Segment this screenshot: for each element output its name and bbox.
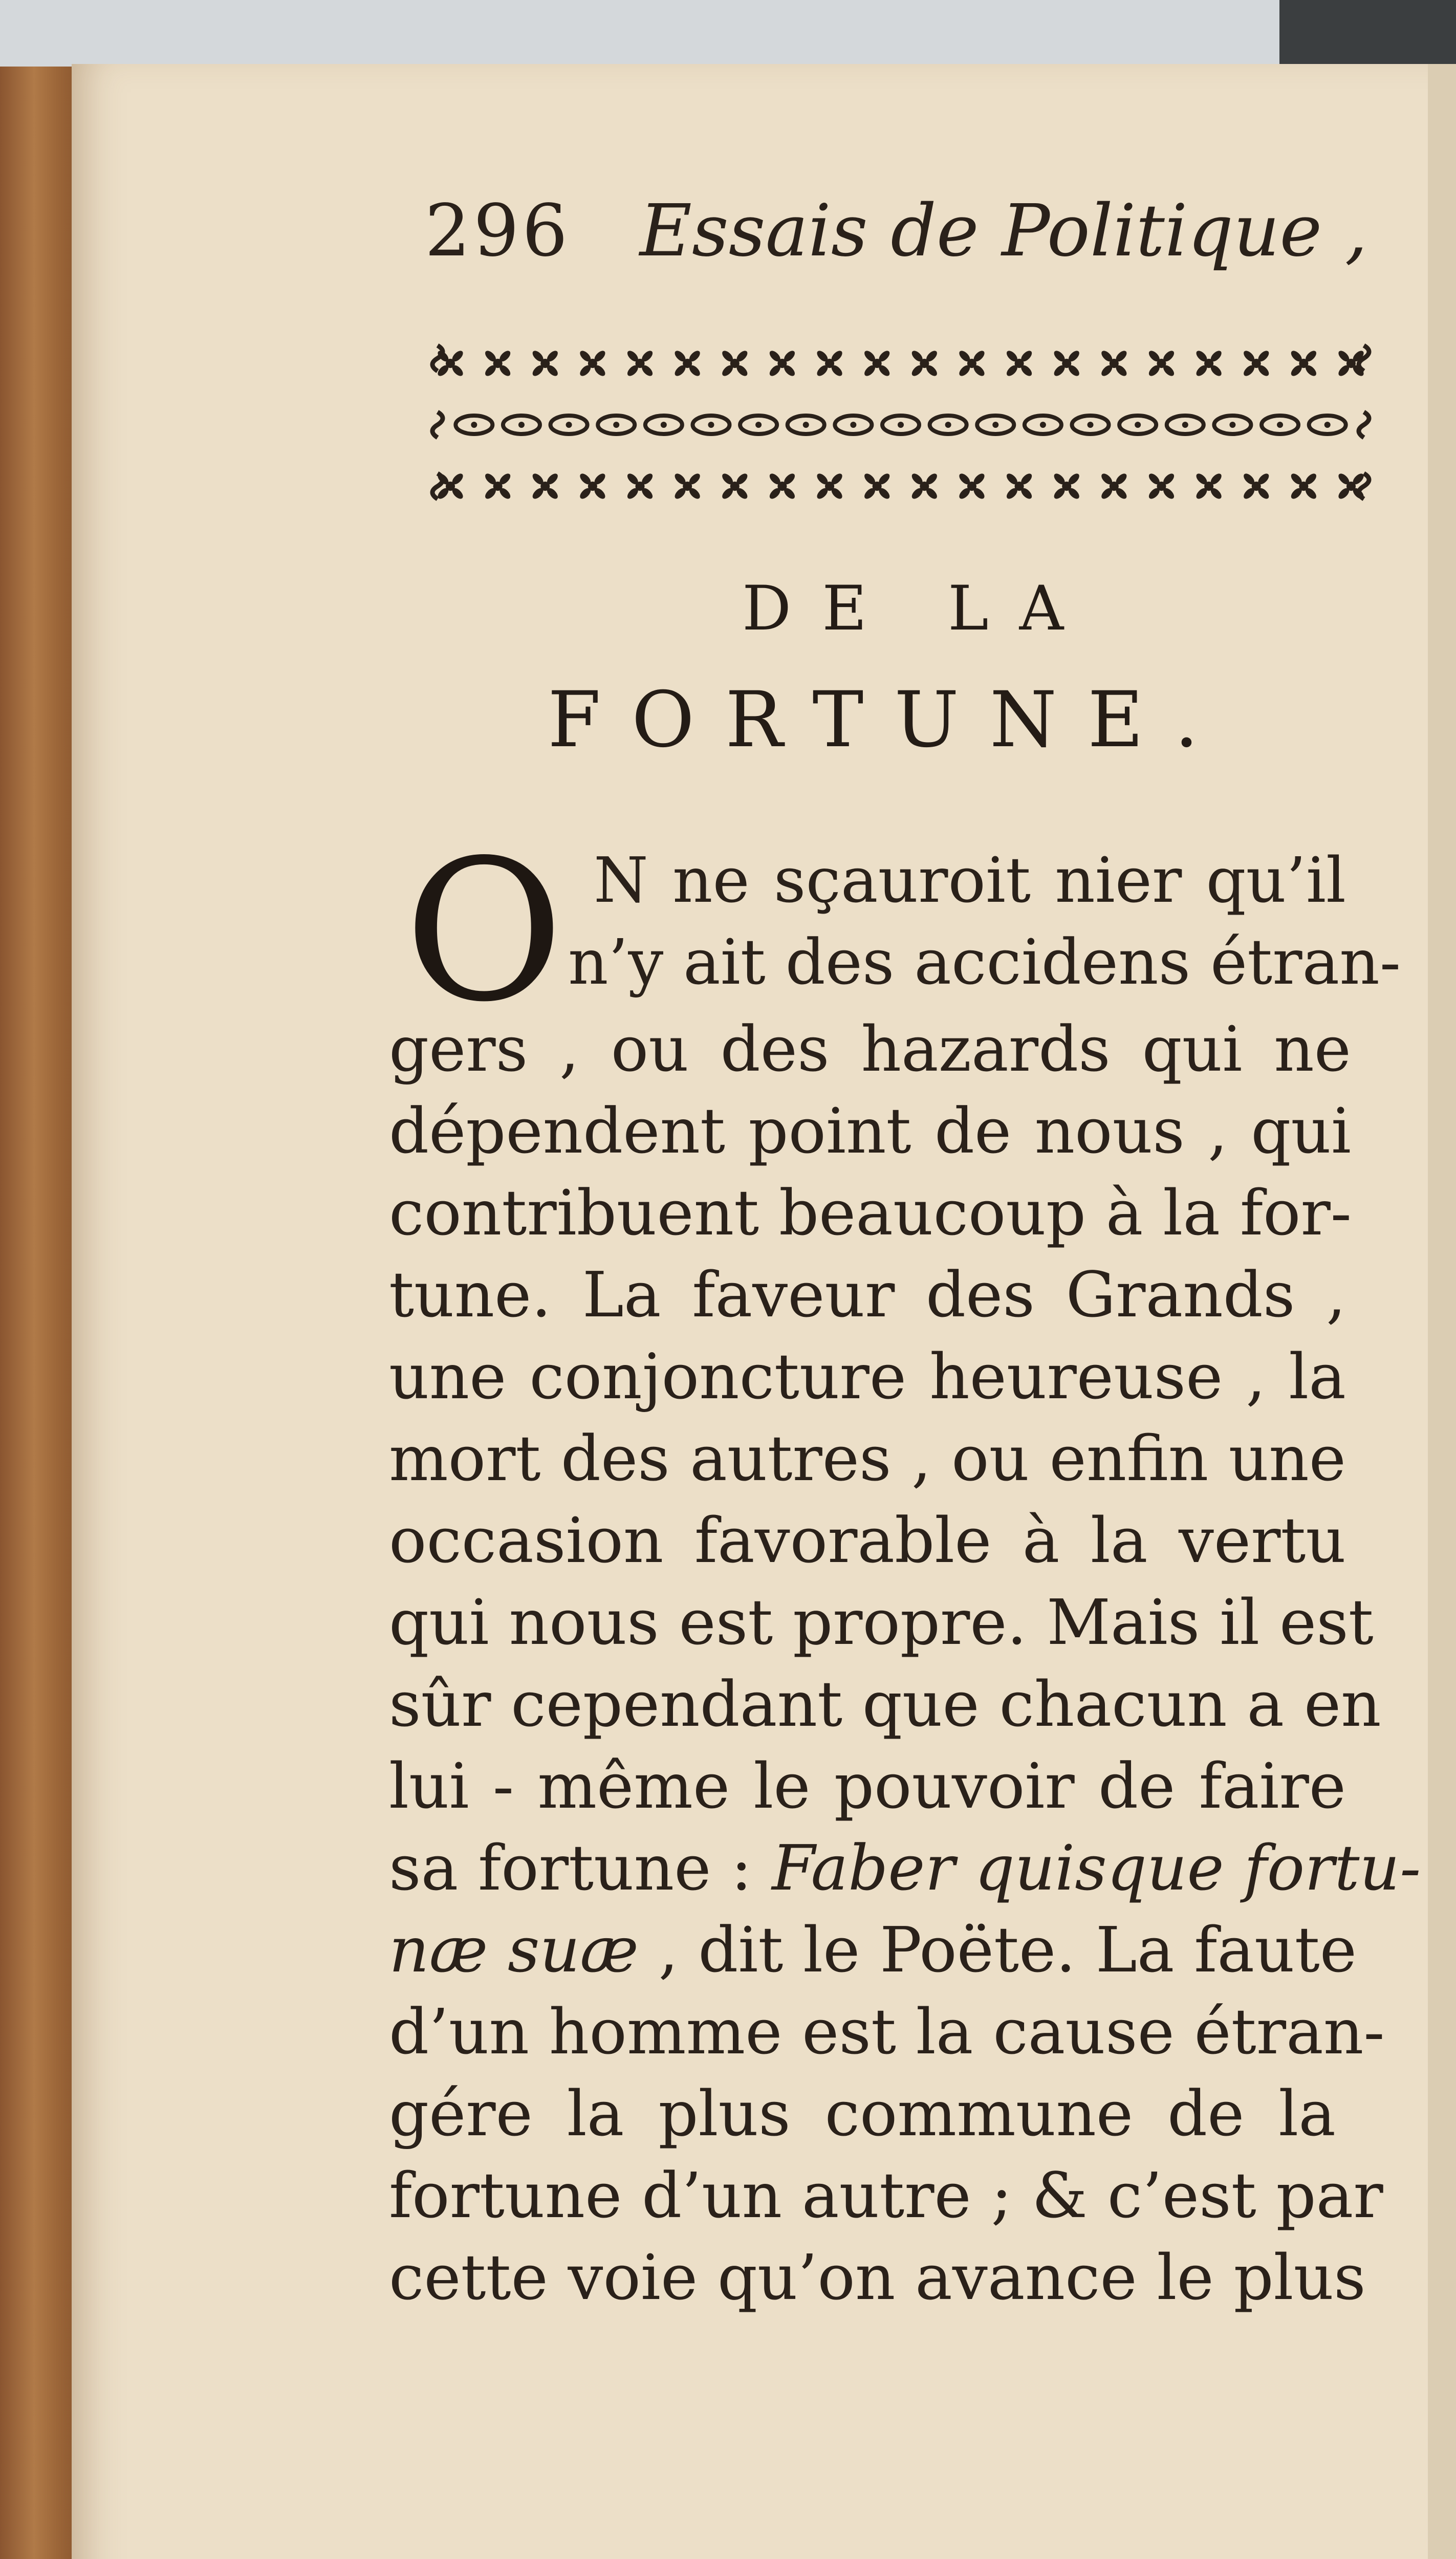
text-line (389, 1914, 1357, 1986)
ornament-mark (432, 345, 443, 371)
scan-dark-corner-top (1279, 0, 1456, 69)
text-line: occasion favorable à la vertu (389, 1504, 1346, 1577)
fleuron-ornament-icon (430, 338, 1372, 512)
page-number: 296 (425, 189, 571, 273)
ornament-mark (613, 422, 619, 428)
ornament-mark (432, 412, 443, 438)
text-line: lui - même le pouvoir de faire (389, 1750, 1346, 1823)
ornament-mark (1088, 422, 1094, 428)
chapter-heading-line2: FORTUNE. (548, 676, 1230, 765)
text-line: fortune d’un autre ; & c’est par (389, 2159, 1383, 2232)
text-line (389, 1832, 1421, 1904)
ornament-mark (1277, 422, 1283, 428)
ornament-mark (850, 422, 856, 428)
ornament-mark (661, 422, 667, 428)
ornament-mark (1040, 422, 1046, 428)
running-head (425, 189, 1367, 273)
latin-quote: næ suæ (389, 1914, 639, 1986)
text-line: contribuent beaucoup à la for- (389, 1177, 1352, 1249)
text-line: gers , ou des hazards qui ne (389, 1013, 1351, 1086)
ornament-mark (1359, 345, 1369, 371)
ornament-mark (1324, 422, 1331, 428)
chapter-heading-line1: DE LA (742, 573, 1095, 644)
text-line: dépendent point de nous , qui (389, 1095, 1351, 1167)
text-segment: sa fortune : (389, 1832, 752, 1904)
text-line: tune. La faveur des Grands , (389, 1259, 1346, 1331)
ornament-mark (755, 422, 762, 428)
text-line: sûr cependant que chacun a en (389, 1668, 1381, 1741)
ornament-mark (1135, 422, 1141, 428)
text-line: qui nous est propre. Mais il est (389, 1586, 1374, 1659)
text-line: cette voie qu’on avance le plus (389, 2241, 1366, 2314)
ornament-mark (708, 422, 714, 428)
ornament-mark (1229, 422, 1235, 428)
drop-cap: O (404, 818, 564, 1045)
ornament-mark (1182, 422, 1188, 428)
running-title: Essais de Politique , (639, 189, 1368, 273)
text-line: N ne sçauroit nier qu’il (594, 844, 1346, 917)
latin-quote: Faber quisque fortu- (772, 1832, 1421, 1904)
text-line: gére la plus commune de la (389, 2077, 1336, 2150)
page-gutter (1428, 64, 1456, 2559)
ornament-mark (471, 422, 477, 428)
text-segment: , dit le Poëte. La faute (658, 1914, 1357, 1986)
ornament-mark (1359, 412, 1369, 438)
ornament-mark (518, 422, 525, 428)
text-line: mort des autres , ou enfin une (389, 1422, 1346, 1495)
ornament-mark (803, 422, 809, 428)
text-line: une conjoncture heureuse , la (389, 1340, 1346, 1413)
text-line: d’un homme est la cause étran- (389, 1996, 1385, 2068)
text-line: n’y ait des accidens étran- (568, 926, 1401, 999)
ornament-mark (945, 422, 951, 428)
ornament-mark (992, 422, 998, 428)
ornament-mark (898, 422, 904, 428)
ornament-mark (566, 422, 572, 428)
